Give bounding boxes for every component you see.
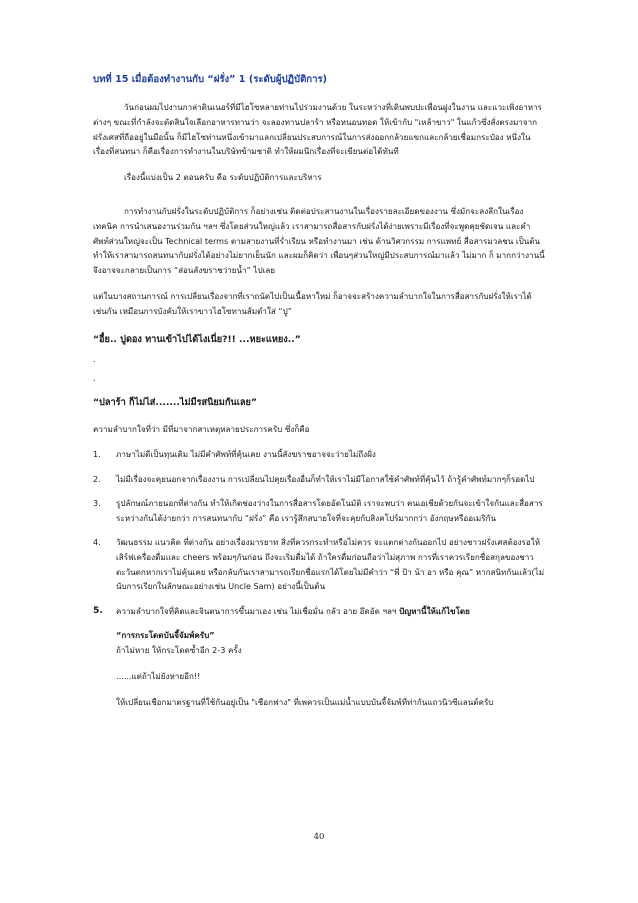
chapter-title: บทที่ 15 เมื่อต้องทำงานกับ “ฝรั่ง” 1 (ระดับผู้ปฏิบัติการ): [93, 74, 328, 85]
list-item: [93, 496, 545, 525]
list-text-emphasis: ปัญหานี้ให้แก้ไขโดย: [399, 605, 470, 616]
list-text: วัฒนธรรม แนวคิด ที่ต่างกัน อย่างเรื่องมารยาท สิ่งที่ควรกระทำหรือไม่ควร จะแตกต่างกันออกไป อย่างชาวฝรั่งเศสต้องรอให้เสิร์ฟเครื่องดื่มและ cheers พร้อมๆกันก่อน ถึงจะเริ่มดื่มได้ ถ้าใครดื่มก่อนถือว่าไม่สุภาพ การที่เราควรเรียกชื่อสกุลของชาวตะวันตกหากเราไม่คุ้นเคย หรือกลับกันเราสามารถเรียกชื่อแรกได้โดยไม่มีคำว่า “พี่ ป้า น้า อา หรือ คุณ” หากสนิทกันแล้ว(ไม่นับการเรียกในลักษณะอย่างเช่น Uncle Sam) อย่างนี้เป็นต้น: [116, 537, 545, 592]
quote-crab: “อื๋ย.. ปูดอง ทานเข้าไปได้ไงเนี่ย?!! ...หยะแหยง..”: [93, 333, 301, 345]
reasons-intro: ความลำบากใจที่ว่า มีที่มาจากสาเหตุหลายประการครับ ซึ่งก็คือ: [93, 424, 310, 435]
quote-plara: “ปลาร้า ก็ไม่ไส่.......ไม่มีรสนิยมกันเลย”: [93, 397, 257, 409]
list-item: [93, 604, 545, 619]
list-item: [93, 447, 545, 462]
fix-heading: “การกระโดดบันจี้จัมพ์ครับ”: [116, 630, 215, 641]
fix-line-2: ......แต่ถ้าไม่ยังหายอีก!!: [116, 670, 201, 681]
list-item: [93, 472, 545, 487]
list-number: 5.: [93, 604, 103, 616]
fix-section: [116, 628, 545, 709]
list-number: 2.: [93, 473, 101, 484]
operations-paragraph: การทำงานกับฝรั่งในระดับปฏิบัติการ ก็อย่างเช่น ติดต่อประสานงานในเรื่องรายละเอียดของงาน ซึ่งมักจะลงลึกในเรื่องเทคนิค การนำเสนองานร่วมกัน ฯลฯ ซึ่งโดยส่วนใหญ่แล้ว เราสามารถสื่อสารกับฝรั่งได้ง่ายเพราะมีเรื่องที่จะพูดคุยชัดเจน และคำศัพท์ส่วนใหญ่จะเป็น Technical terms ตามสายงานที่ร่ำเรียน หรือทำงานมา เช่น ด้านวิศวกรรม การแพทย์ สื่อสารมวลชน เป็นต้น ทำให้เราสามารถสนทนากับฝรั่งได้อย่างไม่ยากเย็นนัก และผมก็คิดว่า เพื่อนๆส่วนใหญ่มีประสบการณ์มาแล้ว ไม่มาก ก็ มากกว่างานนี้จึงอาจจะกลายเป็นการ “ส่อนสังฆราชว่ายน้ำ” ไปเลย: [93, 205, 545, 276]
fix-line-1: ถ้าไม่หาย ให้กระโดดซ้ำอีก 2-3 ครั้ง: [116, 645, 242, 656]
page-content: [93, 72, 545, 709]
split-paragraph: เรื่องนี้แบ่งเป็น 2 ตอนครับ คือ ระดับปฏิบัติการและบริหาร: [124, 172, 322, 183]
intro-paragraph: วันก่อนผมไปงานกาล่าดินเนอร์ที่มีไฮโซหลายท่านไปร่วมงานด้วย ในระหว่างที่เดินพบปะเพื่อนฝูงในงาน และแวะเพิ่งอาหารต่างๆ ขณะที่กำลังจะตัดสินใจเลือกอาหารทานว่า จะลองทานปลาร้า หรือหนอนทอด ให้เข้ากับ "เหล้าขาว" ในแก้วซึ่งสั่งตรงมาจากฝรั่งเศสที่ถืออยู่ในมือนั้น ก็มีไฮโซท่านหนึ่งเข้ามาแลกเปลี่ยนประสบการณ์ในการส่งออกกล้วยแขกและกล้วยเชื่อมกระป๋อง หนึ่งในเรื่องที่สนทนา ก็คือเรื่องการทำงานในบริษัทข้ามชาติ ทำให้ผมนึกเรื่องที่จะเขียนต่อได้ทันที: [93, 102, 543, 157]
list-item: [93, 535, 545, 593]
list-number: 1.: [93, 448, 101, 459]
list-number: 3.: [93, 498, 101, 509]
list-text: รูปลักษณ์ภายนอกที่ต่างกัน ทำให้เกิดช่องว่างในการสื่อสารโดยอัตโนมัติ เราจะพบว่า คนเอเชียด้วยกันจะเข้าใจกันและสื่อสารระหว่างกันได้ง่ายกว่า การสนทนากับ “ฝรั่ง” คือ เรารู้สึกสบายใจที่จะคุยกับสิงคโปร์มากกว่า อังกฤษหรืออเมริกัน: [116, 498, 543, 523]
reasons-list: [93, 447, 545, 618]
situation-paragraph: แต่ในบางสถานการณ์ การเปลี่ยนเรื่องจากที่เราถนัดไปเป็นเนื้อหาใหม่ ก็อาจจะสร้างความลำบากใจในการสื่อสารกับฝรั่งให้เราได้เช่นกัน เหมือนการบังคับให้เราขาวไฮโซทานส้มตำใส่ “ปู”: [93, 290, 532, 316]
list-number: 4.: [93, 537, 101, 548]
list-text: ไม่มีเรื่องจะคุยนอกจากเรื่องงาน การเปลี่ยนไปคุยเรื่องอื่นก็ทำให้เราไม่มีโอกาสใช้คำศัพท์ที่คุ้นไว้ ถ้ารู้คำศัพท์มากๆก็รอดไป: [116, 473, 535, 484]
fix-line-3: ให้เปลี่ยนเชือกมาตรฐานที่ใช้กันอยู่เป็น "เชือกฟาง" ที่เพควรเป็นแม่น้ำแบบบันจี้จัมพ์ที่ท่ากันแถวนิวซีแลนด์ครับ: [116, 696, 494, 707]
list-text: ความลำบากใจที่คิดและจินตนาการขึ้นมาเอง เช่น ไม่เชื่อมั่น กลัว อาย อึดอัด ฯลฯ: [116, 605, 400, 616]
list-text: ภาษาไม่ดีเป็นทุนเดิม ไม่มีคำศัพท์ที่คุ้นเคย งานนี้สังฆราชอาจจะว่ายไม่ถึงฝั่ง: [116, 448, 376, 459]
ellipsis-dot-1: .: [93, 354, 96, 365]
page-number: 40: [313, 832, 325, 842]
ellipsis-dot-2: .: [93, 373, 96, 384]
